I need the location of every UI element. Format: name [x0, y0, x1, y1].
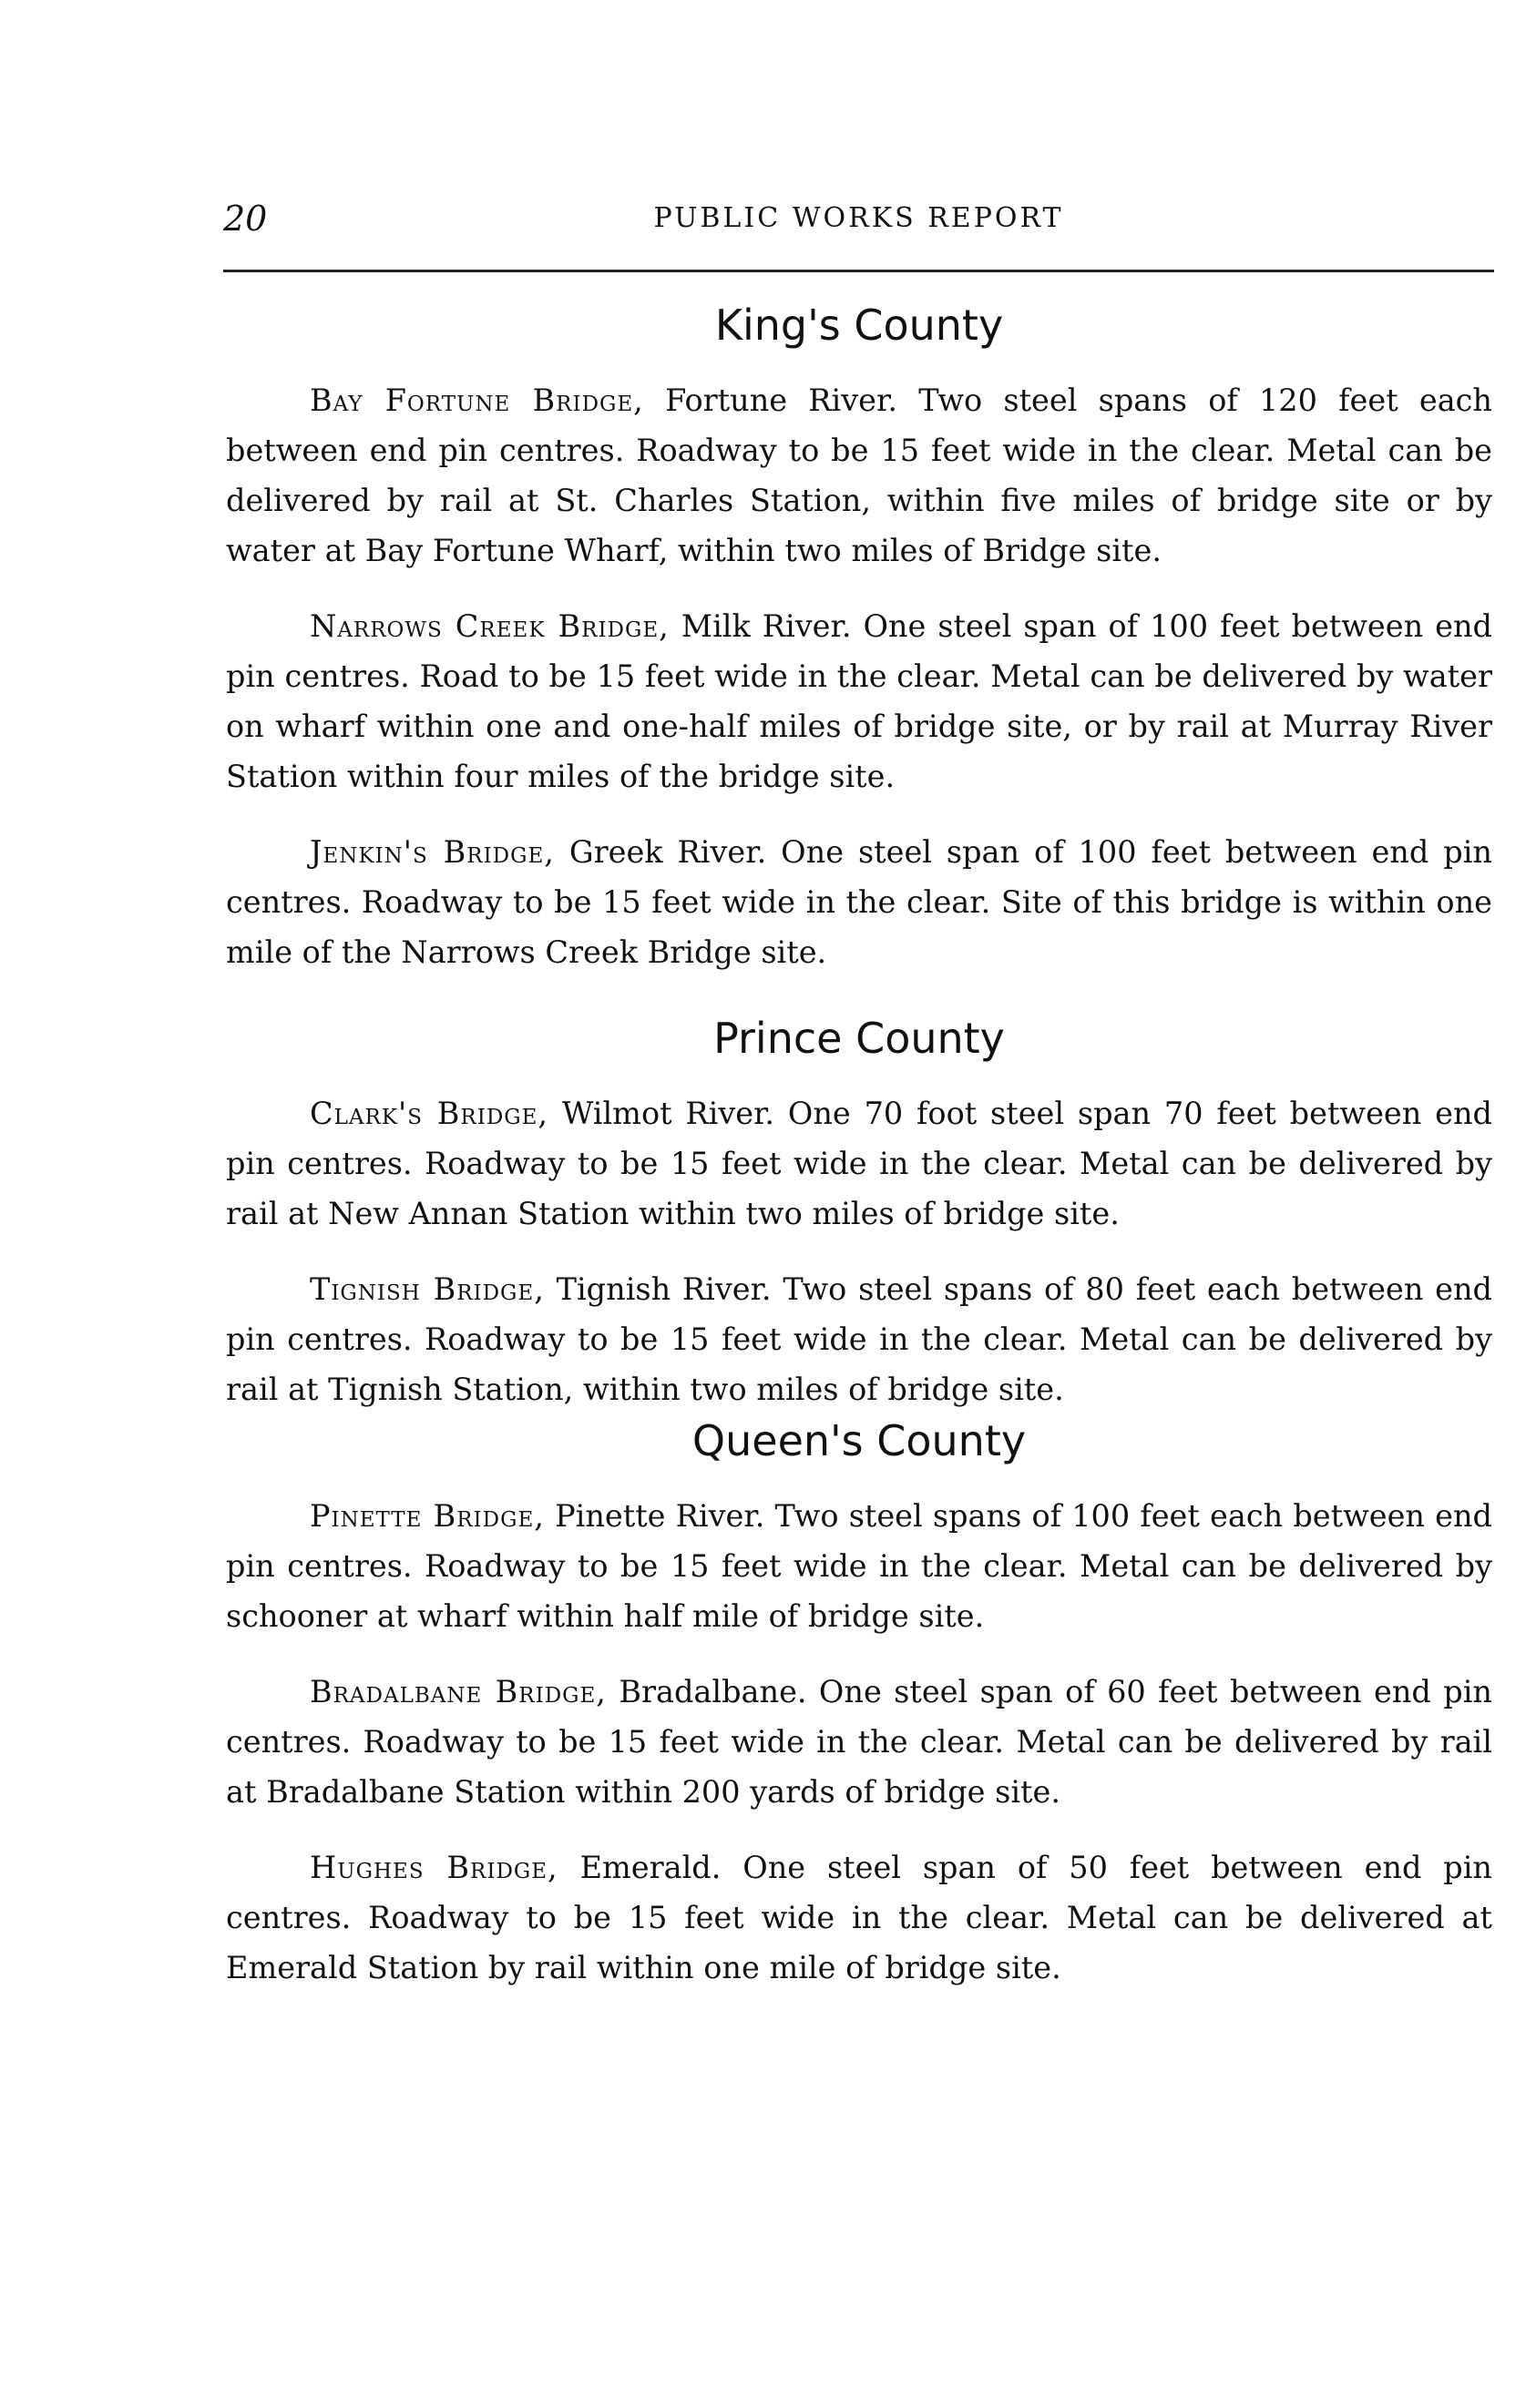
bridge-description: Fortune River. Two steel spans of 120 feet each between end pin centres. Roadway to be 15 feet wide in the clear. Metal can be delivered by rail at St. Charles Station, within five miles of bridge site or by water at Bay Fortune Wharf, within two miles of Bridge site.: [226, 383, 1493, 568]
bridge-name: Clark's Bridge,: [310, 1096, 549, 1131]
bridge-description: Wilmot River. One 70 foot steel span 70 feet between end pin centres. Roadway to be 15 feet wide in the clear. Metal can be delivered by rail at New Annan Station within two miles of bridge site.: [226, 1096, 1492, 1231]
section-heading-queens-county: Queen's County: [691, 1416, 1027, 1465]
header-rule: [223, 270, 1494, 272]
entry-bradalbane-bridge: [226, 1667, 1492, 1817]
bridge-description: Greek River. One steel span of 100 feet between end pin centres. Roadway to be 15 feet wide in the clear. Site of this bridge is within one mile of the Narrows Creek Bridge site.: [226, 834, 1492, 970]
running-head: [223, 199, 1494, 253]
bridge-name: Bradalbane Bridge,: [310, 1674, 607, 1709]
bridge-description: Bradalbane. One steel span of 60 feet between end pin centres. Roadway to be 15 feet wide in the clear. Metal can be delivered by rail at Bradalbane Station within 200 yards of bridge site.: [226, 1674, 1492, 1810]
bridge-description: Milk River. One steel span of 100 feet between end pin centres. Road to be 15 feet wide in the clear. Metal can be delivered by water on wharf within one and one-half miles of bridge site, or by rail at Murray River Station within four miles of the bridge site.: [226, 608, 1492, 794]
bridge-description: Pinette River. Two steel spans of 100 feet each between end pin centres. Roadway to be 15 feet wide in the clear. Metal can be delivered by schooner at wharf within half mile of bridge site.: [226, 1498, 1492, 1634]
bridge-name: Pinette Bridge,: [310, 1498, 545, 1534]
entry-tignish-bridge: [226, 1264, 1492, 1414]
entry-pinette-bridge: [226, 1491, 1492, 1641]
bridge-name: Narrows Creek Bridge,: [310, 608, 670, 644]
bridge-name: Hughes Bridge,: [310, 1850, 558, 1885]
section-heading-prince-county: Prince County: [713, 1014, 1005, 1063]
page-number: 20: [223, 199, 268, 239]
entry-jenkins-bridge: [226, 827, 1492, 977]
bridge-name: Bay Fortune Bridge,: [310, 383, 644, 418]
report-title: PUBLIC WORKS REPORT: [653, 202, 1064, 234]
entry-narrows-creek-bridge: [226, 601, 1492, 801]
bridge-name: Jenkin's Bridge,: [310, 834, 555, 870]
page-body: [226, 301, 1492, 1993]
bridge-name: Tignish Bridge,: [310, 1271, 545, 1307]
entry-hughes-bridge: [226, 1842, 1492, 1993]
section-heading-kings-county: King's County: [714, 301, 1004, 350]
bridge-description: Tignish River. Two steel spans of 80 feet each between end pin centres. Roadway to be 15 feet wide in the clear. Metal can be delivered by rail at Tignish Station, within two miles of bridge site.: [226, 1271, 1492, 1407]
bridge-description: Emerald. One steel span of 50 feet between end pin centres. Roadway to be 15 feet wide in the clear. Metal can be delivered at Emerald Station by rail within one mile of bridge site.: [226, 1850, 1493, 1985]
entry-bay-fortune-bridge: [226, 375, 1492, 576]
entry-clarks-bridge: [226, 1088, 1492, 1239]
